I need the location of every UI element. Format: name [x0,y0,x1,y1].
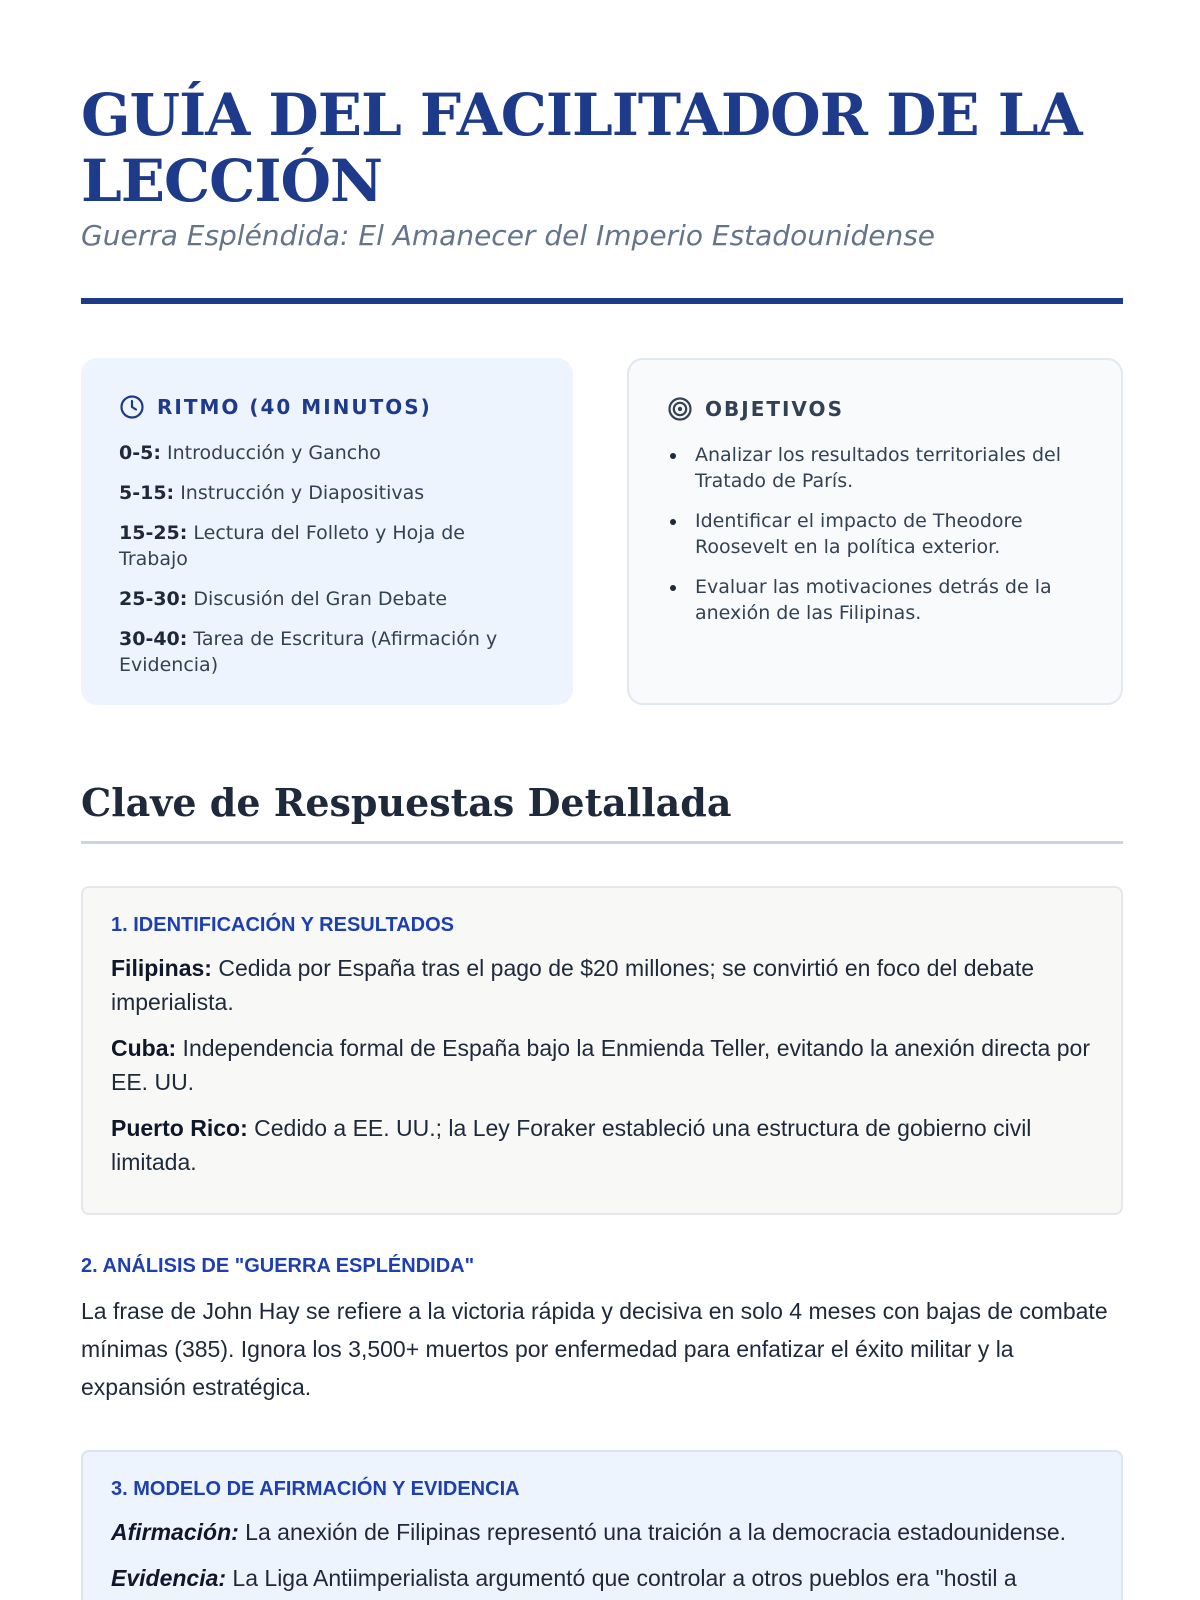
analysis-heading: 2. ANÁLISIS DE "GUERRA ESPLÉNDIDA" [81,1255,475,1277]
answer-key-title: Clave de Respuestas Detallada [81,780,732,825]
answer-text: Cedida por España tras el pago de $20 millones; se convirtió en foco del debate imperialista. [111,955,1035,1015]
pacing-activity: Discusión del Gran Debate [187,588,448,610]
objectives-list [667,442,1083,626]
page-subtitle: Guerra Espléndida: El Amanecer del Imperio Estadounidense [81,219,936,252]
objective-item: Evaluar las motivaciones detrás de la anexión de las Filipinas. [667,574,1083,626]
title-divider [81,298,1123,304]
identification-heading: 1. IDENTIFICACIÓN Y RESULTADOS [111,914,454,936]
clock-icon [119,394,145,420]
claim-evidence-section [81,1450,1123,1600]
pacing-item [119,626,535,678]
objectives-card-header [667,396,1083,422]
answer-label: Puerto Rico: [111,1115,248,1141]
pacing-time: 15-25: [119,522,188,544]
claim-label: Afirmación: [111,1519,239,1545]
pacing-item [119,440,535,466]
objective-item: Identificar el impacto de Theodore Roosevelt en la política exterior. [667,508,1083,560]
objectives-card [627,358,1123,705]
evidence-entry [111,1561,1093,1595]
answer-text: Cedido a EE. UU.; la Ley Foraker estableció una estructura de gobierno civil limitada. [111,1115,1032,1175]
analysis-text: La frase de John Hay se refiere a la victoria rápida y decisiva en solo 4 meses con bajas de combate mínimas (385). Ignora los 3,500+ muertos por enfermedad para enfatizar el éxito militar y la expansión estratégica. [81,1298,1108,1400]
pacing-activity: Tarea de Escritura (Afirmación y Evidencia) [119,628,498,676]
pacing-item [119,520,535,572]
pacing-card-header [119,394,535,420]
facilitator-guide [81,82,1123,1600]
info-cards [81,358,1123,705]
pacing-activity: Introducción y Gancho [160,442,381,464]
pacing-time: 25-30: [119,588,188,610]
answer-entry [111,1111,1093,1179]
answer-text: Independencia formal de España bajo la Enmienda Teller, evitando la anexión directa por EE. UU. [111,1035,1090,1095]
evidence-text: La Liga Antiimperialista argumentó que controlar a otros pueblos era "hostil a [226,1565,1017,1591]
claim-evidence-heading: 3. MODELO DE AFIRMACIÓN Y EVIDENCIA [111,1478,520,1500]
pacing-card [81,358,573,705]
objective-item: Analizar los resultados territoriales del Tratado de París. [667,442,1083,494]
answer-label: Cuba: [111,1035,177,1061]
pacing-activity: Instrucción y Diapositivas [174,482,425,504]
identification-section [81,886,1123,1215]
pacing-time: 0-5: [119,442,161,464]
claim-entry [111,1515,1093,1549]
evidence-label: Evidencia: [111,1565,227,1591]
answer-label: Filipinas: [111,955,212,981]
page-title: GUÍA DEL FACILITADOR DE LA LECCIÓN [81,81,1082,215]
answer-entry [111,951,1093,1019]
pacing-title: RITMO (40 MINUTOS) [157,395,432,419]
answer-entry [111,1031,1093,1099]
pacing-time: 30-40: [119,628,188,650]
objectives-title: OBJETIVOS [705,397,844,421]
pacing-item [119,586,535,612]
answer-key-divider [81,841,1123,844]
claim-text: La anexión de Filipinas representó una traición a la democracia estadounidense. [238,1519,1067,1545]
pacing-item [119,480,535,506]
target-icon [667,396,693,422]
pacing-activity: Lectura del Folleto y Hoja de Trabajo [119,522,465,570]
pacing-time: 5-15: [119,482,175,504]
